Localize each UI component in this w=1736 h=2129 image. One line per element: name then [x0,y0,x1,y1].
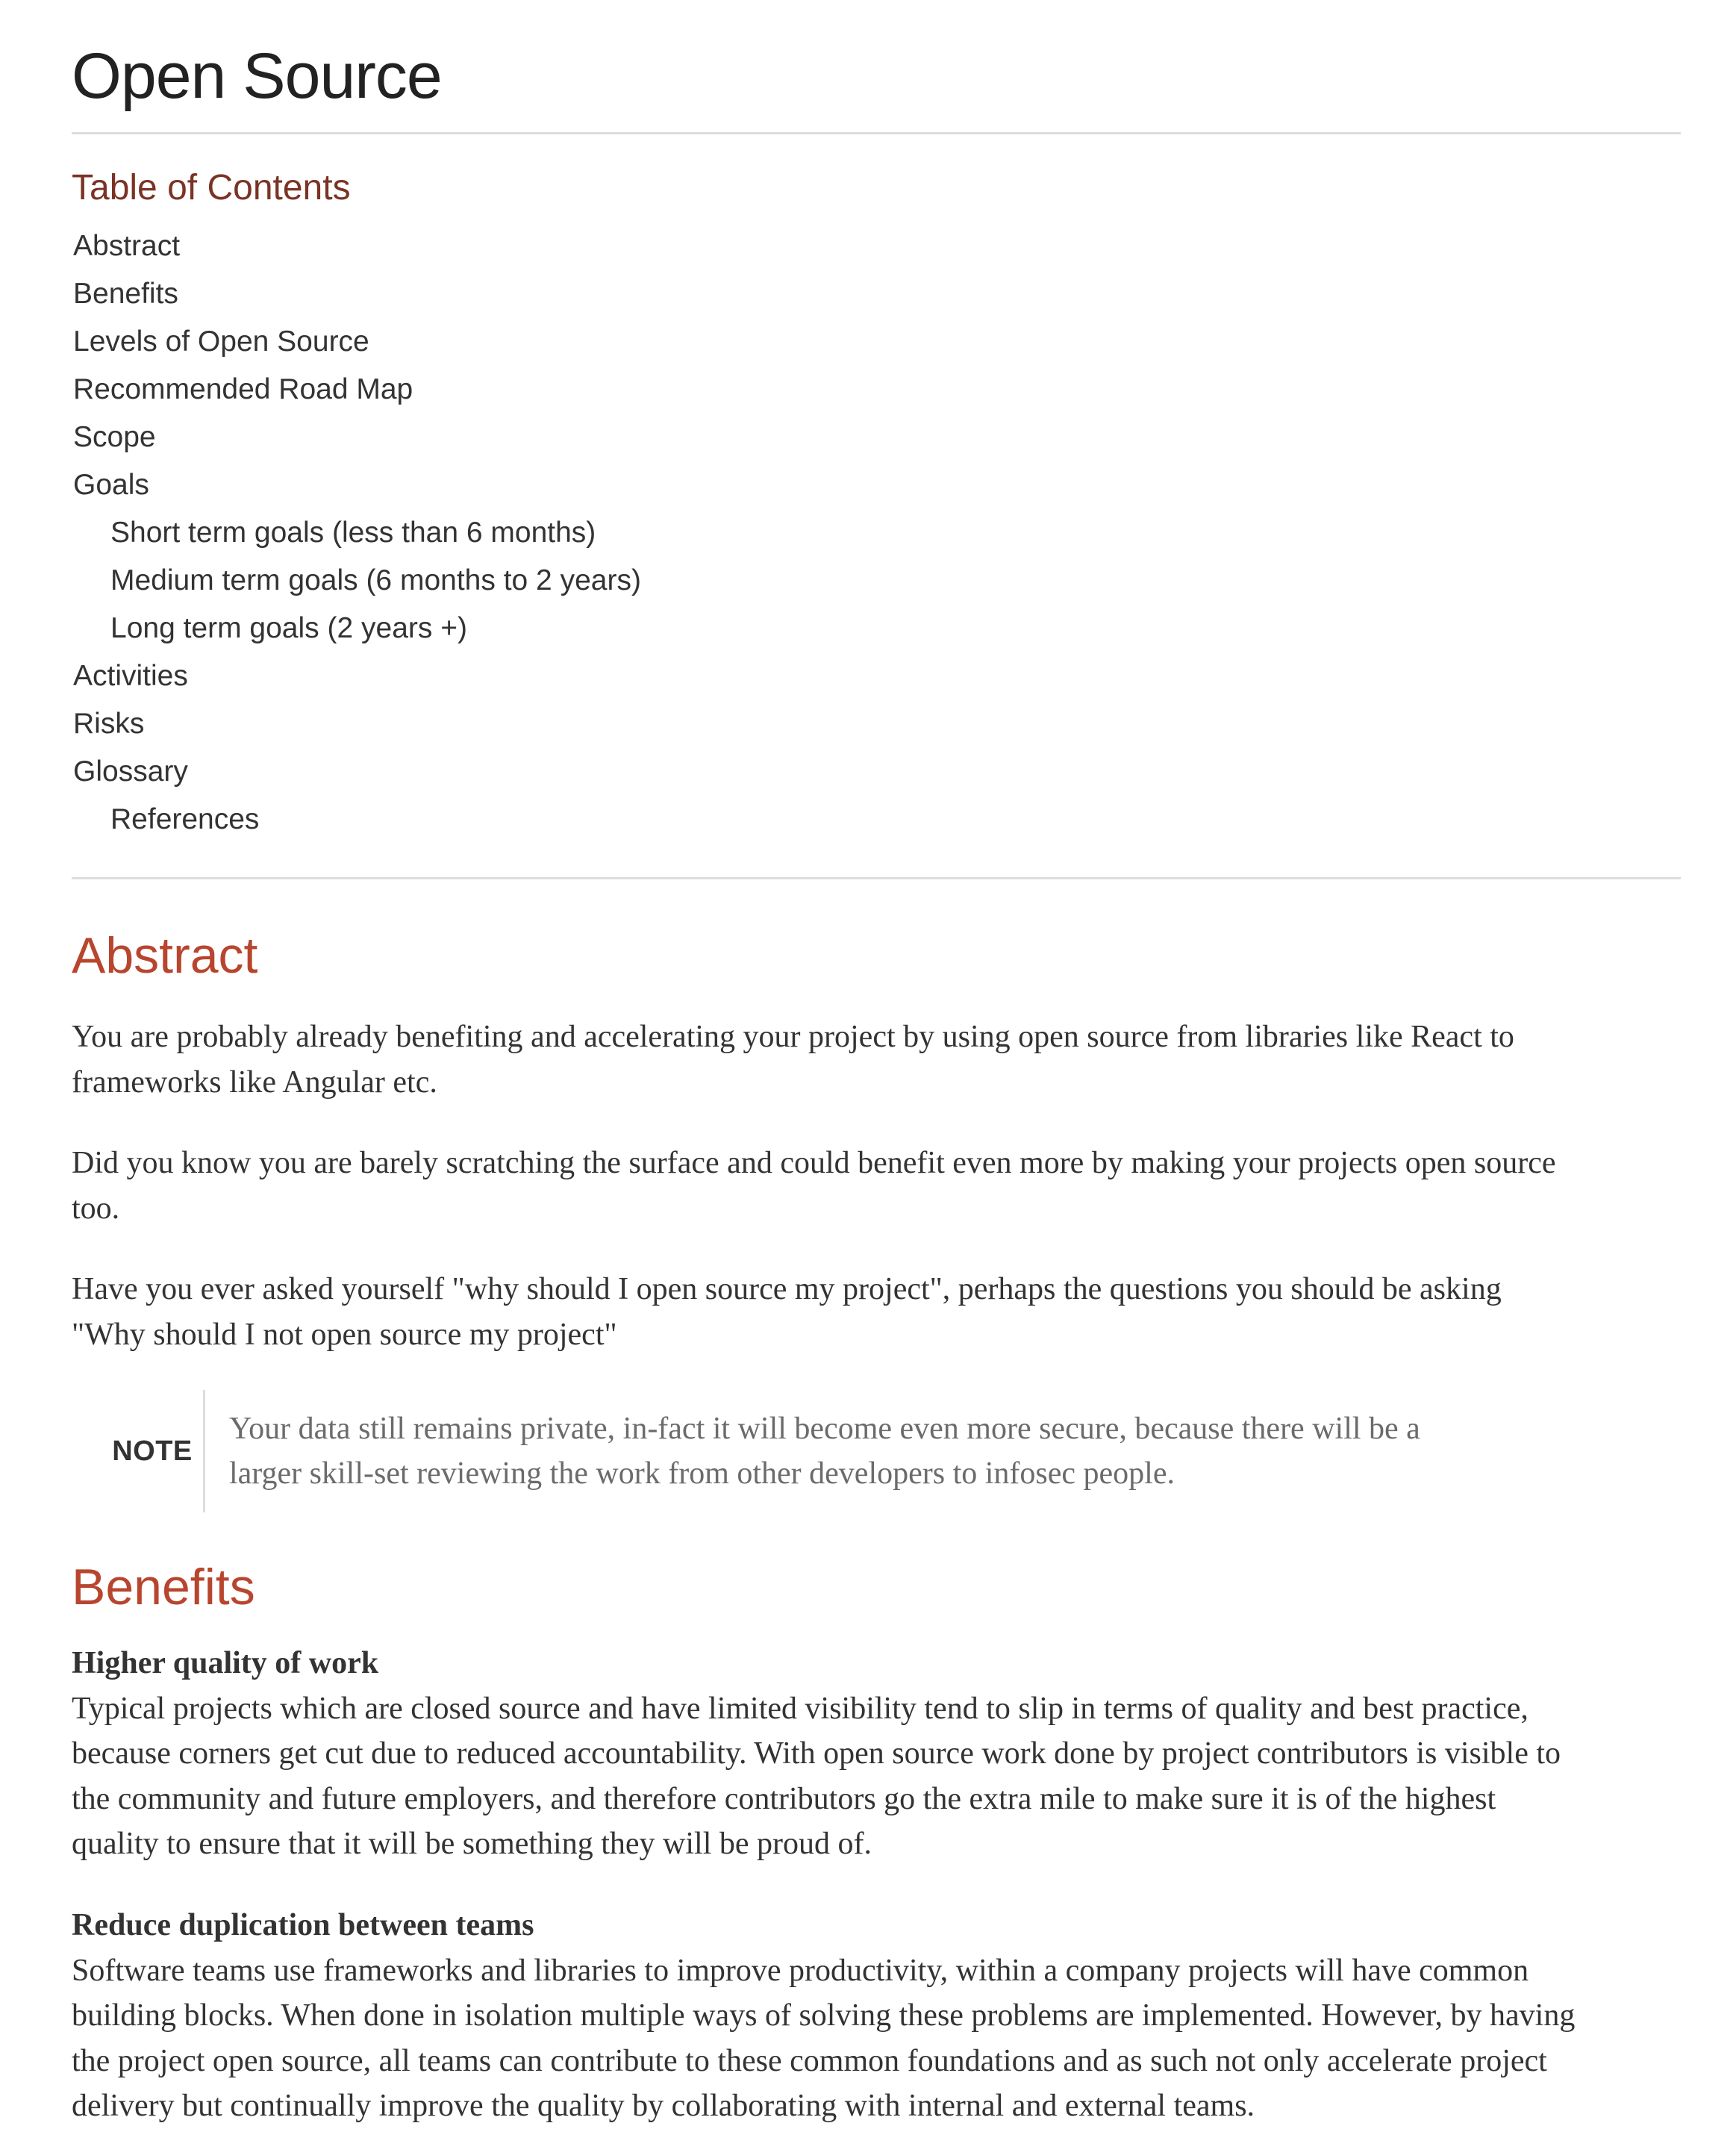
text-line: Your data still remains private, in-fact it will become even more secure, because there will be a [229,1412,1420,1446]
toc-link-short-term-goals[interactable]: Short term goals (less than 6 months) [110,517,596,549]
benefit-title: Higher quality of work [72,1646,379,1680]
toc-list [73,227,641,848]
benefit-title: Reduce duplication between teams [72,1908,534,1942]
benefits-heading: Benefits [72,1559,255,1615]
toc-link-activities[interactable]: Activities [73,660,188,692]
toc-link-levels-of-open-source[interactable]: Levels of Open Source [73,325,369,358]
text-line: the community and future employers, and therefore contributors go the extra mile to make sure it is of the highest [72,1781,1496,1816]
text-line: You are probably already benefiting and accelerating your project by using open source from libraries like React to [72,1020,1514,1054]
text-line: frameworks like Angular etc. [72,1064,437,1100]
toc-link-abstract[interactable]: Abstract [73,230,181,262]
text-line: Typical projects which are closed source and have limited visibility tend to slip in terms of quality and best practice, [72,1691,1529,1726]
toc-link-benefits[interactable]: Benefits [73,278,178,310]
toc-divider [72,877,1681,879]
toc-link-risks[interactable]: Risks [73,708,145,740]
toc-link-references[interactable]: References [110,803,260,835]
note-label: NOTE [112,1435,193,1467]
text-line: because corners get cut due to reduced accountability. With open source work done by project contributors is visible to [72,1736,1561,1771]
note-callout [72,1390,1681,1512]
abstract-paragraph [72,1014,1681,1105]
abstract-paragraph [72,1141,1681,1231]
text-line: "Why should I not open source my project" [72,1317,617,1352]
text-line: Software teams use frameworks and libraries to improve productivity, within a company projects will have common [72,1953,1529,1988]
page-title: Open Source [72,40,442,112]
toc-link-goals[interactable]: Goals [73,469,149,501]
text-line: larger skill-set reviewing the work from other developers to infosec people. [229,1456,1175,1491]
text-line: Did you know you are barely scratching the surface and could benefit even more by making your projects open source [72,1146,1556,1180]
toc-link-scope[interactable]: Scope [73,421,156,453]
benefit-item-reduce-duplication [72,1903,1681,2129]
toc-link-glossary[interactable]: Glossary [73,755,188,788]
text-line: the project open source, all teams can contribute to these common foundations and as such not only accelerate project [72,2043,1547,2078]
title-divider [72,132,1681,134]
text-line: Have you ever asked yourself "why should I open source my project", perhaps the questions you should be asking [72,1272,1502,1306]
note-text [229,1406,1420,1496]
toc-link-long-term-goals[interactable]: Long term goals (2 years +) [110,612,467,644]
text-line: building blocks. When done in isolation multiple ways of solving these problems are implemented. However, by having [72,1998,1576,2033]
text-line: quality to ensure that it will be something they will be proud of. [72,1827,872,1861]
toc-link-recommended-road-map[interactable]: Recommended Road Map [73,373,413,405]
note-divider [203,1390,205,1512]
toc-link-medium-term-goals[interactable]: Medium term goals (6 months to 2 years) [110,564,641,596]
text-line: delivery but continually improve the quality by collaborating with internal and external teams. [72,2089,1255,2123]
abstract-heading: Abstract [72,927,258,984]
toc-heading: Table of Contents [72,168,351,208]
benefit-item-higher-quality [72,1641,1681,1867]
text-line: too. [72,1191,120,1226]
abstract-paragraph [72,1267,1681,1357]
